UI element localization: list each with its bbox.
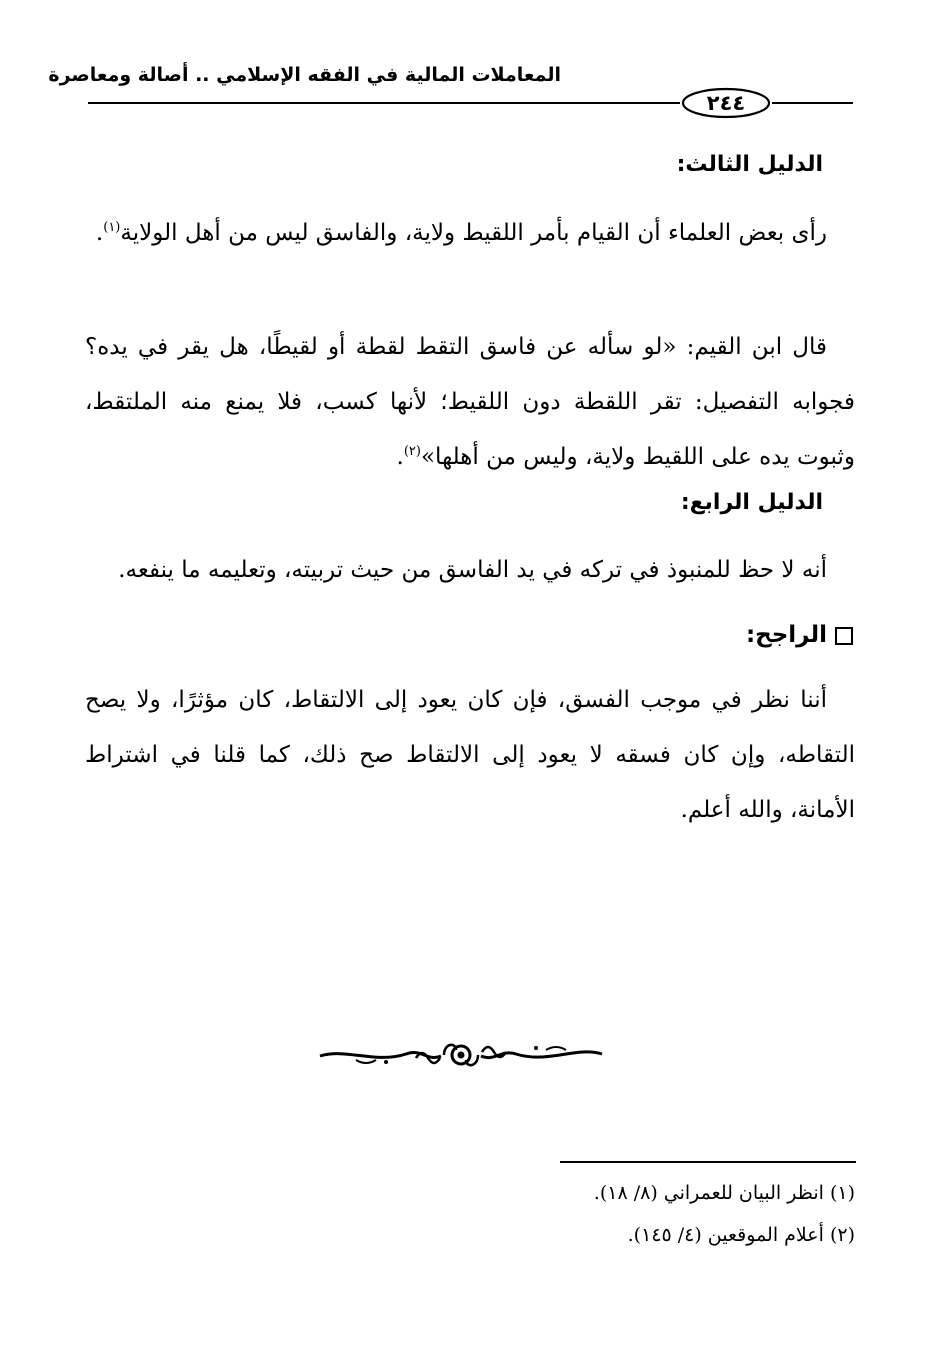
section-fourth-text: أنه لا حظ للمنبوذ في تركه في يد الفاسق من حيث تربيته، وتعليمه ما ينفعه. [118, 557, 827, 583]
page-number-badge [680, 86, 772, 120]
footnote-ref-2[interactable]: (٢) [403, 444, 421, 459]
quote-paragraph [85, 320, 855, 485]
section-third-paragraph [85, 206, 855, 261]
ornament-divider-icon [316, 1038, 606, 1072]
footnote-text: انظر البيان للعمراني (٨/ ١٨). [593, 1182, 824, 1204]
footnote-2 [628, 1224, 855, 1246]
page-number: ٢٤٤ [706, 91, 746, 115]
rajih-paragraph [85, 673, 855, 838]
section-heading-fourth: الدليل الرابع: [680, 490, 823, 515]
footnote-text: أعلام الموقعين (٤/ ١٤٥). [627, 1224, 824, 1246]
quote-text: قال ابن القيم: «لو سأله عن فاسق التقط لقطة أو لقيطًا، هل يقر في يده؟ فجوابه التفصيل: تقر اللقطة دون اللقيط؛ لأنها كسب، فلا يمنع منه الملتقط، وثبوت يده على اللقيط ولاية، وليس من أهلها» [85, 334, 855, 470]
rajih-heading-text: الراجح: [745, 622, 827, 648]
section-fourth-paragraph [85, 543, 855, 598]
rajih-heading [746, 622, 853, 648]
section-third-end: . [95, 220, 104, 246]
section-third-text: رأى بعض العلماء أن القيام بأمر اللقيط ولاية، والفاسق ليس من أهل الولاية [120, 220, 827, 246]
rajih-text: أننا نظر في موجب الفسق، فإن كان يعود إلى الالتقاط، كان مؤثرًا، ولا يصح التقاطه، وإن كان فسقه لا يعود إلى الالتقاط صح ذلك، كما قلنا في اشتراط الأمانة، والله أعلم. [85, 687, 855, 823]
quote-end: . [396, 444, 404, 470]
footnote-1 [594, 1182, 855, 1204]
footnote-rule [560, 1161, 856, 1163]
footnote-ref-1[interactable]: (١) [103, 220, 121, 235]
running-title: المعاملات المالية في الفقه الإسلامي .. أصالة ومعاصرة [48, 64, 561, 86]
footnote-number: (١) [829, 1182, 855, 1204]
section-heading-third: الدليل الثالث: [676, 152, 823, 177]
footnote-number: (٢) [829, 1224, 855, 1246]
square-bullet-icon [835, 627, 853, 645]
